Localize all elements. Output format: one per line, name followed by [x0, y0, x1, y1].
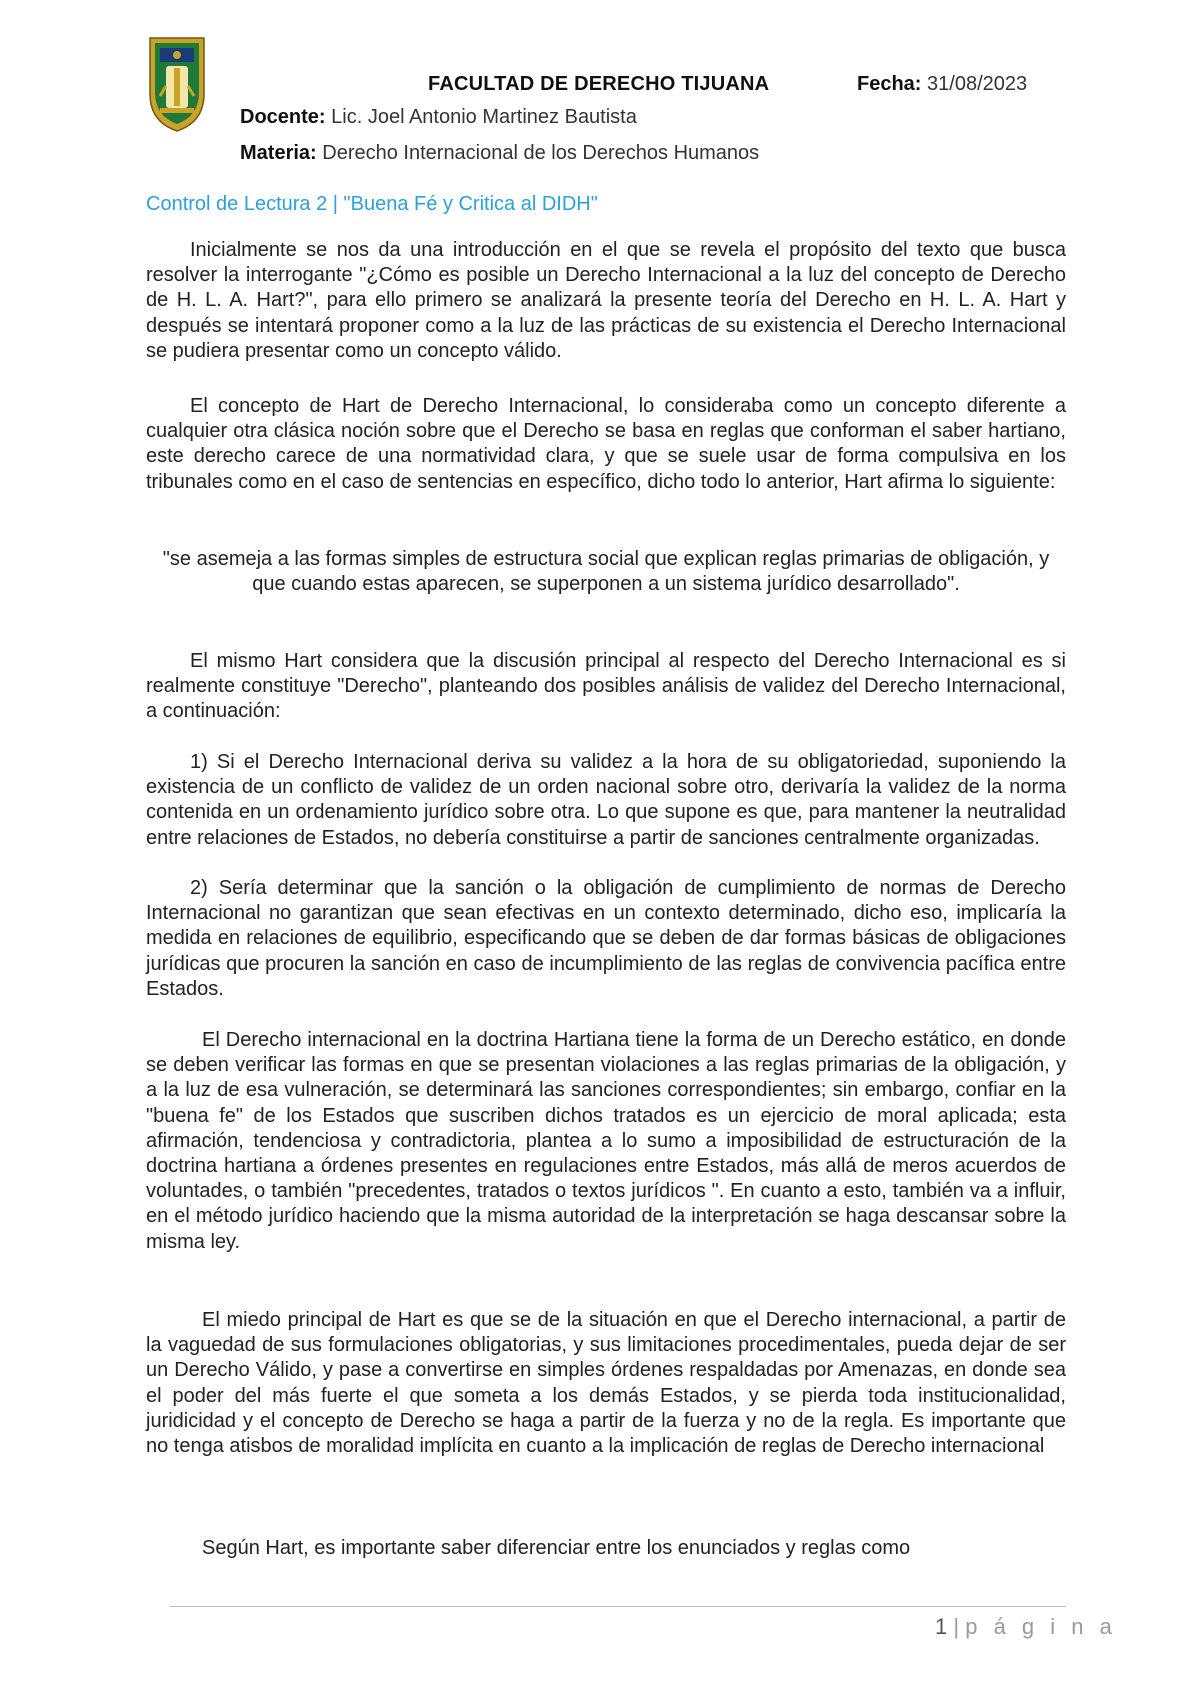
teacher-label: Docente:	[240, 106, 326, 128]
block-quote: "se asemeja a las formas simples de estructura social que explican reglas primarias de obligación, y que cuando estas aparecen, se superponen a un sistema jurídico desarrollado".	[162, 548, 1050, 596]
list-item-2: 2) Sería determinar que la sanción o la obligación de cumplimiento de normas de Derecho Internacional no garantizan que sean efectivas en un contexto determinado, dicho eso, implicaría la medida en relaciones de equilibrio, especificando que se deben de dar formas básicas de obligaciones jurídicas que procuren la sanción en caso de incumplimiento de las reglas de convivencia pacífica entre Estados.	[146, 877, 1066, 1000]
page-word: p á g i n a	[965, 1614, 1117, 1639]
subject-line	[240, 142, 759, 165]
date-line	[857, 73, 1027, 96]
teacher-line	[240, 106, 637, 129]
paragraph-intro: Inicialmente se nos da una introducción en el que se revela el propósito del texto que busca resolver la interrogante "¿Cómo es posible un Derecho Internacional a la luz del concepto de Derecho de H. L. A. Hart?", para ello primero se analizará la presente teoría del Derecho en H. L. A. Hart y después se intentará proponer como a la luz de las prácticas de su existencia el Derecho Internacional se pudiera presentar como un concepto válido.	[146, 239, 1066, 362]
page-footer	[935, 1614, 1117, 1640]
date-label: Fecha:	[857, 73, 922, 95]
paragraph-static-law: El Derecho internacional en la doctrina Hartiana tiene la forma de un Derecho estático, en donde se deben verificar las formas en que se presentan violaciones a las reglas primarias de la obligación, y a la luz de esa vulneración, se determinará las sanciones correspondientes; sin embargo, confiar en la "buena fe" de los Estados que suscriben dichos tratados es un ejercicio de moral aplicada; esta afirmación, tendenciosa y contradictoria, plantea a lo sumo a imposibilidad de estructuración de la doctrina hartiana a órdenes presentes en regulaciones entre Estados, más allá de meros acuerdos de voluntades, o también "precedentes, tratados o textos jurídicos ". En cuanto a esto, también va a influir, en el método jurídico haciendo que la misma autoridad de la interpretación se haga descansar sobre la misma ley.	[146, 1029, 1066, 1253]
date-value: 31/08/2023	[927, 73, 1028, 95]
subject-value: Derecho Internacional de los Derechos Humanos	[322, 142, 760, 164]
university-seal-icon	[146, 34, 208, 134]
document-title: Control de Lectura 2 | "Buena Fé y Critica al DIDH"	[146, 193, 598, 215]
list-item-1: 1) Si el Derecho Internacional deriva su validez a la hora de su obligatoriedad, suponiendo la existencia de un conflicto de validez de un orden nacional sobre otro, derivaría la validez de la norma contenida en un ordenamiento jurídico sobre otra. Lo que supone es que, para mantener la neutralidad entre relaciones de Estados, no debería constituirse a partir de sanciones centralmente organizadas.	[146, 751, 1066, 849]
subject-label: Materia:	[240, 142, 317, 164]
faculty-title: FACULTAD DE DERECHO TIJUANA	[428, 73, 770, 95]
teacher-value: Lic. Joel Antonio Martinez Bautista	[331, 106, 637, 128]
paragraph-fear: El miedo principal de Hart es que se de la situación en que el Derecho internacional, a partir de la vaguedad de sus formulaciones obligatorias, y sus limitaciones procedimentales, pueda dejar de ser un Derecho Válido, y pase a convertirse en simples órdenes respaldadas por Amenazas, en donde sea el poder del más fuerte el que someta a los demás Estados, y se pierda toda institucionalidad, juridicidad y el concepto de Derecho se haga a partir de la fuerza y no de la regla. Es importante que no tenga atisbos de moralidad implícita en cuanto a la implicación de reglas de Derecho internacional	[146, 1309, 1066, 1458]
paragraph-trailing: Según Hart, es importante saber diferenciar entre los enunciados y reglas como	[202, 1537, 911, 1559]
page-separator: |	[953, 1614, 960, 1639]
paragraph-hart-concept: El concepto de Hart de Derecho Internacional, lo consideraba como un concepto diferente a cualquier otra clásica noción sobre que el Derecho se basa en reglas que conforman el saber hartiano, este derecho carece de una normatividad clara, y que se suele usar de forma compulsiva en los tribunales como en el caso de sentencias en específico, dicho todo lo anterior, Hart afirma lo siguiente:	[146, 395, 1066, 493]
paragraph-discussion: El mismo Hart considera que la discusión principal al respecto del Derecho Internacional es si realmente constituye "Derecho", planteando dos posibles análisis de validez del Derecho Internacional, a continuación:	[146, 650, 1066, 723]
page-number: 1	[935, 1614, 948, 1639]
footer-rule	[170, 1606, 1066, 1607]
